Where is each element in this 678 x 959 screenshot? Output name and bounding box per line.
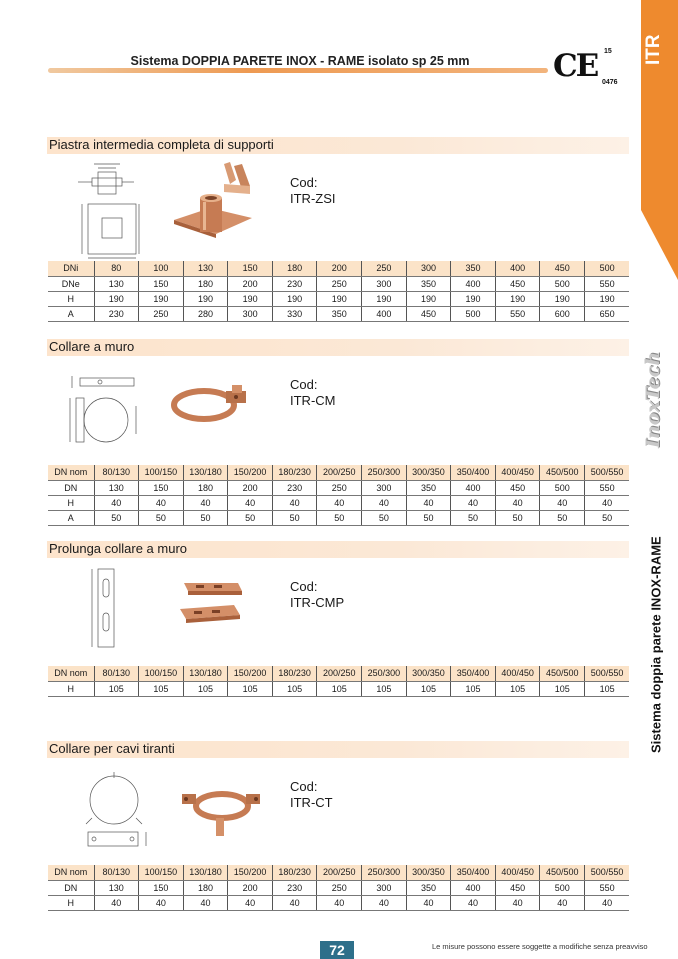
row-label-cell: DN nom (48, 465, 94, 480)
table-cell: 190 (451, 291, 496, 306)
table-cell: 40 (495, 895, 540, 910)
spec-table-body (48, 261, 629, 321)
table-cell: 350 (317, 306, 362, 321)
table-cell: 40 (495, 495, 540, 510)
table-row (48, 480, 629, 495)
table-cell: 230 (272, 480, 317, 495)
table-row (48, 895, 629, 910)
table-cell: 50 (272, 510, 317, 525)
table-cell: 600 (540, 306, 585, 321)
table-cell: 105 (139, 681, 184, 696)
spec-table (48, 465, 629, 526)
table-cell: 180 (183, 480, 228, 495)
table-cell: 40 (94, 895, 139, 910)
code-value: ITR-CMP (290, 595, 345, 610)
table-cell: 450 (540, 261, 585, 276)
spec-table-body (48, 865, 629, 910)
row-label-cell: DNi (48, 261, 94, 276)
code-label: Cod: (290, 377, 318, 392)
row-label-cell: H (48, 291, 94, 306)
table-cell: 190 (272, 291, 317, 306)
table-cell: 50 (406, 510, 451, 525)
product-photo-collar-extension (176, 579, 246, 629)
table-row (48, 880, 629, 895)
table-row (48, 306, 629, 321)
table-cell: 130/180 (183, 865, 228, 880)
table-cell: 400 (451, 276, 496, 291)
ce-notified-body-number: 0476 (602, 79, 618, 86)
table-cell: 500 (540, 276, 585, 291)
table-cell: 40 (585, 895, 630, 910)
table-cell: 250 (317, 480, 362, 495)
table-header-row (48, 865, 629, 880)
table-cell: 150 (139, 276, 184, 291)
table-cell: 350/400 (451, 465, 496, 480)
table-cell: 300 (362, 880, 407, 895)
table-cell: 250/300 (362, 865, 407, 880)
table-cell: 80/130 (94, 465, 139, 480)
ce-mark (553, 48, 623, 88)
page-title: Sistema DOPPIA PARETE INOX - RAME isolato sp 25 mm (130, 54, 470, 68)
side-tab-label: ITR (643, 34, 664, 66)
table-cell: 450 (406, 306, 451, 321)
table-cell: 450/500 (540, 865, 585, 880)
row-label-cell: A (48, 510, 94, 525)
table-cell: 40 (406, 495, 451, 510)
table-cell: 400 (362, 306, 407, 321)
table-cell: 105 (272, 681, 317, 696)
table-cell: 130 (94, 276, 139, 291)
table-cell: 100/150 (139, 465, 184, 480)
ce-superscript: 15 (604, 48, 612, 55)
table-cell: 50 (139, 510, 184, 525)
table-cell: 400 (451, 880, 496, 895)
row-label-cell: H (48, 495, 94, 510)
section-title: Piastra intermedia completa di supporti (49, 137, 274, 152)
table-cell: 180/230 (272, 465, 317, 480)
table-cell: 400 (451, 480, 496, 495)
table-cell: 180/230 (272, 666, 317, 681)
table-cell: 105 (362, 681, 407, 696)
table-cell: 180/230 (272, 865, 317, 880)
table-cell: 50 (317, 510, 362, 525)
table-cell: 50 (585, 510, 630, 525)
table-row (48, 291, 629, 306)
row-label-cell: DN (48, 480, 94, 495)
table-cell: 190 (228, 291, 273, 306)
table-cell: 450/500 (540, 666, 585, 681)
product-code (290, 579, 344, 611)
table-cell: 550 (585, 276, 630, 291)
code-label: Cod: (290, 579, 318, 594)
table-cell: 80 (94, 261, 139, 276)
table-cell: 400 (495, 261, 540, 276)
spec-table (48, 666, 629, 697)
row-label-cell: DN nom (48, 865, 94, 880)
table-cell: 40 (94, 495, 139, 510)
table-cell: 550 (585, 880, 630, 895)
table-cell: 300 (362, 480, 407, 495)
table-cell: 105 (406, 681, 451, 696)
code-value: ITR-ZSI (290, 191, 336, 206)
table-cell: 100/150 (139, 666, 184, 681)
table-cell: 40 (317, 495, 362, 510)
table-cell: 300/350 (406, 865, 451, 880)
table-cell: 200 (228, 276, 273, 291)
table-cell: 200/250 (317, 465, 362, 480)
table-cell: 200 (228, 480, 273, 495)
table-cell: 400/450 (495, 865, 540, 880)
table-cell: 40 (451, 495, 496, 510)
technical-drawing (86, 567, 126, 649)
technical-drawing (80, 770, 152, 852)
table-cell: 105 (228, 681, 273, 696)
footnote: Le misure possono essere soggette a modifiche senza preavviso (432, 942, 648, 951)
table-cell: 150 (139, 880, 184, 895)
table-cell: 650 (585, 306, 630, 321)
technical-drawing (72, 160, 142, 260)
table-cell: 500 (451, 306, 496, 321)
table-cell: 500 (540, 480, 585, 495)
table-cell: 105 (317, 681, 362, 696)
table-cell: 105 (495, 681, 540, 696)
table-cell: 250 (317, 276, 362, 291)
table-cell: 50 (94, 510, 139, 525)
table-cell: 190 (362, 291, 407, 306)
table-cell: 130 (94, 880, 139, 895)
table-cell: 150/200 (228, 465, 273, 480)
table-cell: 350 (406, 480, 451, 495)
table-cell: 450 (495, 276, 540, 291)
table-cell: 200 (228, 880, 273, 895)
table-cell: 130/180 (183, 465, 228, 480)
table-cell: 105 (94, 681, 139, 696)
table-cell: 190 (139, 291, 184, 306)
table-cell: 230 (272, 880, 317, 895)
table-cell: 200/250 (317, 865, 362, 880)
table-cell: 350/400 (451, 666, 496, 681)
table-cell: 500 (585, 261, 630, 276)
table-cell: 130 (183, 261, 228, 276)
table-cell: 250/300 (362, 666, 407, 681)
code-label: Cod: (290, 175, 318, 190)
product-code (290, 377, 336, 409)
table-row (48, 681, 629, 696)
table-cell: 40 (317, 895, 362, 910)
brand-logo: InoxTech (642, 351, 664, 449)
table-cell: 40 (451, 895, 496, 910)
table-cell: 350/400 (451, 865, 496, 880)
table-cell: 100 (139, 261, 184, 276)
table-cell: 40 (540, 495, 585, 510)
row-label-cell: DNe (48, 276, 94, 291)
product-photo-guy-cable-collar (180, 782, 262, 838)
table-cell: 250 (362, 261, 407, 276)
table-cell: 190 (94, 291, 139, 306)
table-cell: 350 (406, 880, 451, 895)
row-label-cell: DN nom (48, 666, 94, 681)
table-cell: 40 (139, 895, 184, 910)
page-number: 72 (320, 941, 354, 959)
table-cell: 40 (183, 895, 228, 910)
table-cell: 180 (272, 261, 317, 276)
table-cell: 400/450 (495, 666, 540, 681)
table-cell: 130 (94, 480, 139, 495)
table-cell: 500/550 (585, 666, 630, 681)
row-label-cell: A (48, 306, 94, 321)
table-cell: 230 (272, 276, 317, 291)
row-label-cell: H (48, 895, 94, 910)
table-cell: 105 (585, 681, 630, 696)
table-row (48, 495, 629, 510)
table-cell: 450 (495, 880, 540, 895)
table-cell: 40 (272, 495, 317, 510)
table-cell: 250 (139, 306, 184, 321)
side-caption: Sistema doppia parete INOX-RAME (648, 536, 664, 754)
code-value: ITR-CT (290, 795, 333, 810)
section-title: Collare a muro (49, 339, 135, 354)
table-cell: 40 (585, 495, 630, 510)
table-cell: 300/350 (406, 666, 451, 681)
table-cell: 50 (362, 510, 407, 525)
table-cell: 550 (495, 306, 540, 321)
technical-drawing (66, 368, 146, 446)
table-cell: 105 (451, 681, 496, 696)
table-cell: 40 (183, 495, 228, 510)
row-label-cell: DN (48, 880, 94, 895)
table-cell: 280 (183, 306, 228, 321)
product-code (290, 779, 333, 811)
table-row (48, 510, 629, 525)
table-cell: 40 (228, 895, 273, 910)
table-cell: 150/200 (228, 666, 273, 681)
table-cell: 450/500 (540, 465, 585, 480)
table-cell: 350 (451, 261, 496, 276)
table-cell: 300 (406, 261, 451, 276)
table-cell: 190 (585, 291, 630, 306)
spec-table (48, 865, 629, 911)
header-rule (48, 68, 548, 73)
spec-table-body (48, 666, 629, 696)
table-cell: 190 (183, 291, 228, 306)
table-cell: 250 (317, 880, 362, 895)
table-cell: 300/350 (406, 465, 451, 480)
table-cell: 190 (317, 291, 362, 306)
table-cell: 40 (139, 495, 184, 510)
product-photo-wall-collar (170, 383, 252, 423)
product-photo-intermediate-plate (172, 160, 254, 245)
table-cell: 50 (451, 510, 496, 525)
table-cell: 190 (406, 291, 451, 306)
table-cell: 40 (272, 895, 317, 910)
table-cell: 190 (495, 291, 540, 306)
table-cell: 50 (183, 510, 228, 525)
table-cell: 400/450 (495, 465, 540, 480)
table-cell: 550 (585, 480, 630, 495)
table-cell: 250/300 (362, 465, 407, 480)
table-cell: 80/130 (94, 865, 139, 880)
table-header-row (48, 465, 629, 480)
table-cell: 200 (317, 261, 362, 276)
table-cell: 450 (495, 480, 540, 495)
table-cell: 150 (228, 261, 273, 276)
table-cell: 330 (272, 306, 317, 321)
table-cell: 40 (362, 495, 407, 510)
table-row (48, 276, 629, 291)
table-cell: 50 (495, 510, 540, 525)
product-code (290, 175, 336, 207)
table-cell: 50 (540, 510, 585, 525)
table-cell: 130/180 (183, 666, 228, 681)
table-cell: 500/550 (585, 465, 630, 480)
table-cell: 300 (228, 306, 273, 321)
table-cell: 230 (94, 306, 139, 321)
row-label-cell: H (48, 681, 94, 696)
table-cell: 105 (540, 681, 585, 696)
table-cell: 150/200 (228, 865, 273, 880)
table-cell: 40 (362, 895, 407, 910)
table-header-row (48, 261, 629, 276)
table-cell: 190 (540, 291, 585, 306)
table-cell: 350 (406, 276, 451, 291)
spec-table-body (48, 465, 629, 525)
table-header-row (48, 666, 629, 681)
table-cell: 40 (540, 895, 585, 910)
table-cell: 80/130 (94, 666, 139, 681)
table-cell: 100/150 (139, 865, 184, 880)
table-cell: 180 (183, 880, 228, 895)
table-cell: 40 (228, 495, 273, 510)
table-cell: 200/250 (317, 666, 362, 681)
table-cell: 105 (183, 681, 228, 696)
table-cell: 150 (139, 480, 184, 495)
code-value: ITR-CM (290, 393, 336, 408)
table-cell: 40 (406, 895, 451, 910)
table-cell: 500 (540, 880, 585, 895)
table-cell: 500/550 (585, 865, 630, 880)
section-bar (47, 339, 629, 356)
table-cell: 50 (228, 510, 273, 525)
section-title: Collare per cavi tiranti (49, 741, 175, 756)
ce-logo: CE (553, 48, 598, 84)
table-cell: 300 (362, 276, 407, 291)
section-title: Prolunga collare a muro (49, 541, 188, 556)
code-label: Cod: (290, 779, 318, 794)
spec-table (48, 261, 629, 322)
table-cell: 180 (183, 276, 228, 291)
